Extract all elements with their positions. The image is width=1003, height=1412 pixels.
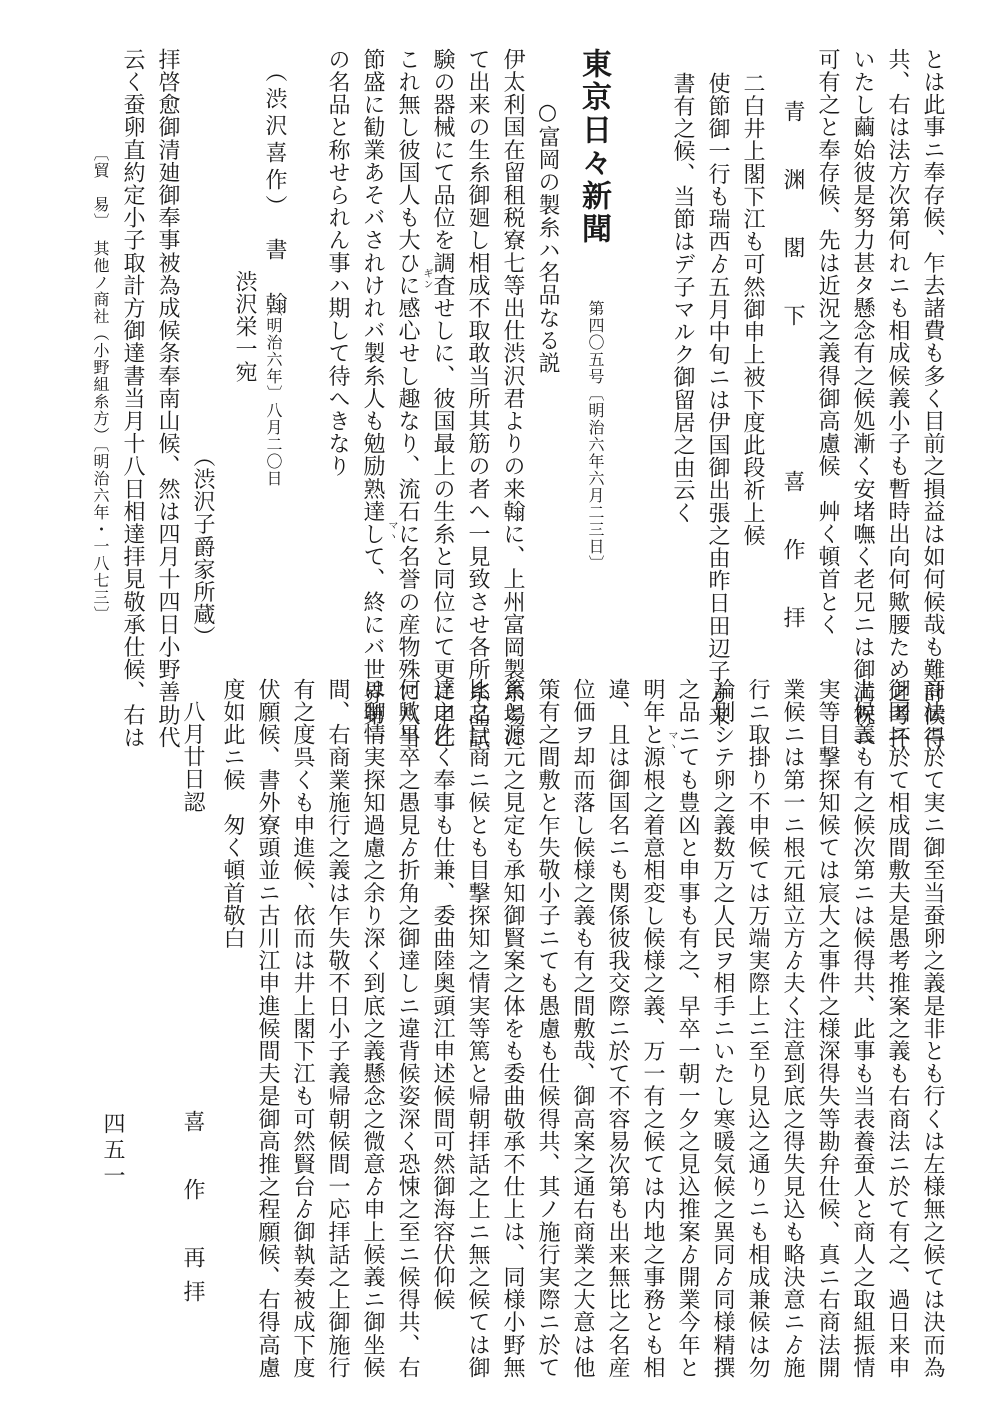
bottom-letter-line-11: 位価ヲ却而落し候様之義も有之間敷哉、御高案之通右商業之大意は他	[570, 678, 595, 1379]
bottom-letter-line-5: 業候ニは第一ニ根元組立方ゟ夫く注意到底之得失見込も略決意ニゟ施	[780, 678, 805, 1379]
bottom-letter-line-17: は聊情実探知過慮之余り深く到底之義懸念之微意ゟ申上候義ニ御坐候	[360, 678, 385, 1379]
bottom-letter-line-8: 之品ニても豊凶と申事も有之、早卒一朝一夕之見込推案ゟ開業今年と	[675, 678, 700, 1379]
bottom-letter-date: 八月廿日認	[180, 700, 205, 813]
bottom-letter-line-12: 策有之間敷と乍失敬小子ニても愚慮も仕候得共、其ノ施行実際ニ於て	[535, 678, 560, 1379]
bottom-letter-line-18: 間、右商業施行之義は乍失敬不日小子義帰朝候間一応拝話之上御施行	[325, 678, 350, 1379]
article-line-4: これ無し彼国人も大ひに感心せし趣なり、流石に名誉の産物殊に八当	[395, 48, 420, 749]
collection-note: （渋沢子爵家所蔵）	[190, 445, 215, 649]
letter-addressee: 青 渊 閣 下	[780, 100, 805, 338]
postscript-line-1: 二白井上閣下江も可然御申上被下度此段祈上候	[740, 72, 765, 547]
letter-line-1: とは此事ニ奉存候、乍去諸費も多く目前之損益は如何候哉も難計候得	[920, 48, 945, 749]
article-line-2: て出来の生糸御廻し相成不取敢当所其筋の者へ一見致させ各所糸品試	[465, 48, 490, 749]
letter2-line-2: 云く蚕卵直約定小子取計方御達書当月十八日相達拝見敬承仕候、右は	[120, 48, 145, 749]
page-number: 四五一	[100, 1112, 125, 1190]
bottom-letter-line-7: 論別シテ卵之義数万之人民ヲ相手ニいたし寒暖気候之異同ゟ同様精撰	[710, 678, 735, 1379]
letter-line-4: 可有之と奉存候、先は近況之義得御高慮候 艸く頓首とく	[815, 48, 840, 636]
bottom-letter-line-15: 達之件く奉事も仕兼、委曲陸奥頭江申述候間可然御海容伏仰候	[430, 678, 455, 1311]
bottom-letter-line-6: 行ニ取掛り不申候ては万端実際上ニ至り見込之通りニも相成兼候は勿	[745, 678, 770, 1379]
postscript-line-2: 使節御一行も瑞西ゟ五月中旬ニは伊国御出張之由昨日田辺子ゟ来	[705, 72, 730, 728]
article-line-5: 節盛に勧業あそバされけれバ製糸人も勉励熟達して、終にバ世界第一	[360, 48, 385, 749]
bottom-letter-line-19: 有之度呉くも申進候、依而は井上閣下江も可然賢台ゟ御執奏被成下度	[290, 678, 315, 1379]
article-line-1: 伊太利国在留租税寮七等出仕渋沢君よりの来翰に、上州富岡製糸場に	[500, 48, 525, 749]
sender-note: （渋沢喜作） 書 翰	[262, 60, 287, 319]
bottom-letter-line-13: 篤と源元之見定も承知御賢案之体をも委曲敬承不仕上は、同様小野無	[500, 678, 525, 1379]
addressee: 渋沢栄一宛	[232, 270, 257, 383]
bottom-letter-line-16: 何歟早卒之愚見ゟ折角之御達しニ違背候姿深く恐悚之至ニ候得共、右	[395, 678, 420, 1379]
bottom-letter-line-1: 商法ニ於て実ニ御至当蚕卵之義是非とも行くは左様無之候ては決而為	[920, 678, 945, 1379]
ruby-ma-2: マヽ	[666, 730, 677, 752]
bottom-letter-line-21: 度如此ニ候 匆く頓首敬白	[220, 678, 245, 950]
article-line-3: 験の器械にて品位を調査せしに、彼国最上の生糸と同位にて更に甲乙	[430, 48, 455, 749]
letter-line-3: いたし繭始彼是努力甚タ懸念有之候処漸く安堵嘸く老兄ニは御満祝ニ	[850, 48, 875, 749]
bottom-letter-line-3: 上候義も有之候次第ニは候得共、此事も当表養蚕人と商人之取組振情	[850, 678, 875, 1379]
ruby-ma-1: マヽ	[386, 520, 397, 542]
bottom-letter-sender: 喜 作 再拝	[180, 1110, 205, 1314]
ruby-gin: ギン	[421, 268, 432, 290]
postscript-line-3: 書有之候、当節はデ子マルク御留居之由云く	[670, 72, 695, 524]
newspaper-title: 東京日々新聞	[576, 48, 611, 246]
bottom-letter-line-14: 比之巨商ニ候とも目撃探知之情実等篤と帰朝拝話之上ニ無之候ては御	[465, 678, 490, 1379]
letter-date: 〔明治六年〕八月二〇日	[264, 300, 283, 487]
article-heading: ○富岡の製糸ハ名品なる説	[535, 100, 560, 375]
newspaper-issue: 第四〇五号〔明治六年六月二三日〕	[586, 300, 605, 572]
footer-trade: 〔貿 易〕	[91, 145, 110, 230]
bottom-letter-line-2: 御国ニ於て相成間敷夫是愚考推案之義も右商法ニ於て有之、過日来申	[885, 678, 910, 1379]
bottom-letter-line-4: 実等目撃探知候ては宸大之事件之様深得失等勘弁仕候、真ニ右商法開	[815, 678, 840, 1379]
bottom-letter-line-9: 明年と源根之着意相変し候様之義、万一有之候ては内地之事務とも相	[640, 678, 665, 1379]
bottom-letter-line-10: 違、且は御国名ニも関係彼我交際ニ於て不容易次第も出来無比之名産	[605, 678, 630, 1379]
letter2-line-1: 拝啓愈御清廸御奉事被為成候条奉南山候、然は四月十四日小野善助代	[155, 48, 180, 749]
footer-other: 其他ノ商社（小野組糸方）〔明治六年・一八七三〕	[91, 240, 110, 623]
bottom-letter-line-20: 伏願候、書外寮頭並ニ古川江申進候間夫是御高推之程願候、右得高慮	[255, 678, 280, 1379]
letter-sender: 喜 作 拝	[780, 470, 805, 640]
letter-line-2: 共、右は法方次第何れニも相成候義小子も暫時出向何歟腰ため之考抔	[885, 48, 910, 749]
article-line-6: の名品と称せられん事ハ期して待へきなり	[325, 48, 350, 478]
